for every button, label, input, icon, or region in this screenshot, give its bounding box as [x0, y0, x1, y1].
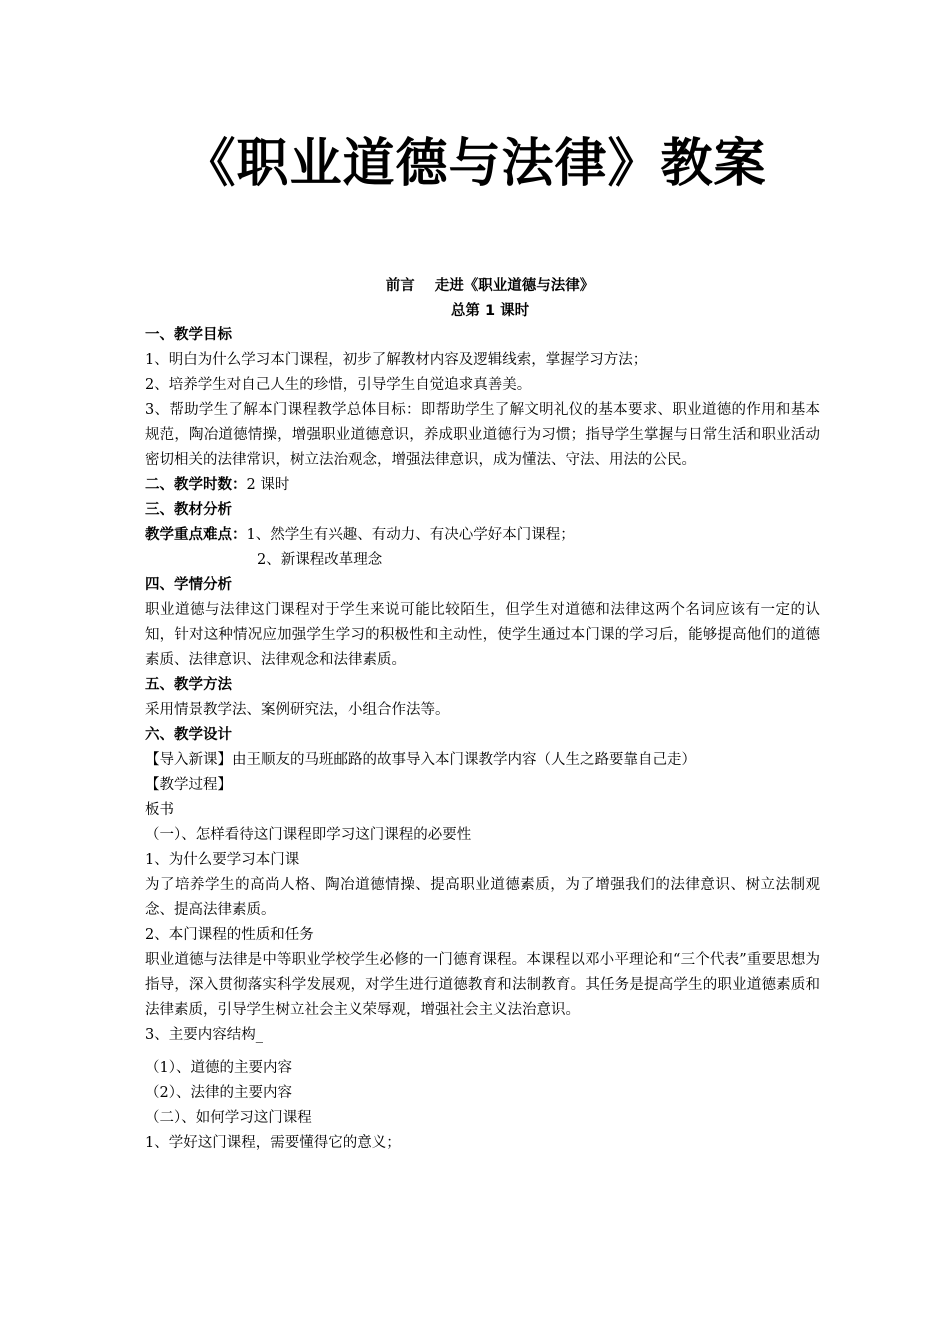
keypoints-line-1 — [145, 523, 820, 548]
process-label: 【教学过程】 — [145, 777, 232, 793]
item-2-title: 2、本门课程的性质和任务 — [145, 927, 314, 943]
item-3-sub-2: （2）、法律的主要内容 — [145, 1085, 292, 1101]
item-3-sub-1: （1）、道德的主要内容 — [145, 1060, 292, 1076]
intro-line — [145, 748, 820, 773]
part-2-item-1: 1、学好这门课程，需要懂得它的意义； — [145, 1135, 401, 1151]
part-1-heading: （一）、怎样看待这门课程即学习这门课程的必要性 — [145, 827, 472, 843]
section-heading-methods: 五、教学方法 — [145, 677, 232, 693]
board-label: 板书 — [145, 802, 174, 818]
students-analysis-text: 职业道德与法律这门课程对于学生来说可能比较陌生，但学生对道德和法律这两个名词应该有一定的认知，针对这种情况应加强学生学习的积极性和主动性，使学生通过本门课的学习后，能够提高他们的道德素质、法律意识、法律观念和法律素质。 — [145, 602, 820, 668]
document-body — [145, 323, 820, 1156]
lesson-heading-preface: 前言 — [385, 278, 415, 294]
lesson-heading — [0, 274, 950, 298]
item-1-title: 1、为什么要学习本门课 — [145, 852, 300, 868]
section-heading-design: 六、教学设计 — [145, 727, 232, 743]
keypoint-item-1: 1、然学生有兴趣、有动力、有决心学好本门课程； — [246, 527, 575, 543]
section-heading-hours: 二、教学时数： — [145, 477, 247, 493]
lesson-heading-topic: 走进《职业道德与法律》 — [434, 278, 595, 294]
item-2-text: 职业道德与法律是中等职业学校学生必修的一门德育课程。本课程以邓小平理论和“三个代表”重要思想为指导，深入贯彻落实科学发展观，对学生进行道德教育和法制教育。其任务是提高学生的职业道德素质和法律素质，引导学生树立社会主义荣辱观，增强社会主义法治意识。 — [145, 952, 820, 1018]
section-heading-goals: 一、教学目标 — [145, 327, 232, 343]
hours-value: 2 课时 — [246, 477, 290, 493]
item-1-text: 为了培养学生的高尚人格、陶冶道德情操、提高职业道德素质，为了增强我们的法律意识、树立法制观念、提高法律素质。 — [145, 877, 820, 918]
document-title: 《职业道德与法律》教案 — [183, 134, 767, 194]
intro-text: 由王顺友的马班邮路的故事导入本门课教学内容（人生之路要靠自己走） — [232, 752, 696, 768]
goal-item-3: 3、帮助学生了解本门课程教学总体目标：即帮助学生了解文明礼仪的基本要求、职业道德的作用和基本规范，陶冶道德情操，增强职业道德意识，养成职业道德行为习惯；指导学生掌握与日常生活和职业活动密切相关的法律常识，树立法治观念，增强法律意识，成为懂法、守法、用法的公民。 — [145, 402, 820, 468]
methods-text: 采用情景教学法、案例研究法，小组合作法等。 — [145, 702, 450, 718]
section-heading-material: 三、教材分析 — [145, 502, 232, 518]
section-hours — [145, 473, 820, 498]
keypoint-item-2: 2、新课程改革理念 — [257, 552, 383, 568]
intro-label: 【导入新课】 — [145, 752, 232, 768]
goal-item-1: 1、明白为什么学习本门课程，初步了解教材内容及逻辑线索，掌握学习方法； — [145, 352, 648, 368]
item-3-title: 3、主要内容结构_ — [145, 1027, 263, 1043]
part-2-heading: （二）、如何学习这门课程 — [145, 1110, 312, 1126]
lesson-period: 总第 1 课时 — [450, 303, 530, 319]
goal-item-2: 2、培养学生对自己人生的珍惜，引导学生自觉追求真善美。 — [145, 377, 532, 393]
section-heading-students: 四、学情分析 — [145, 577, 232, 593]
keypoints-label: 教学重点难点： — [145, 527, 247, 543]
